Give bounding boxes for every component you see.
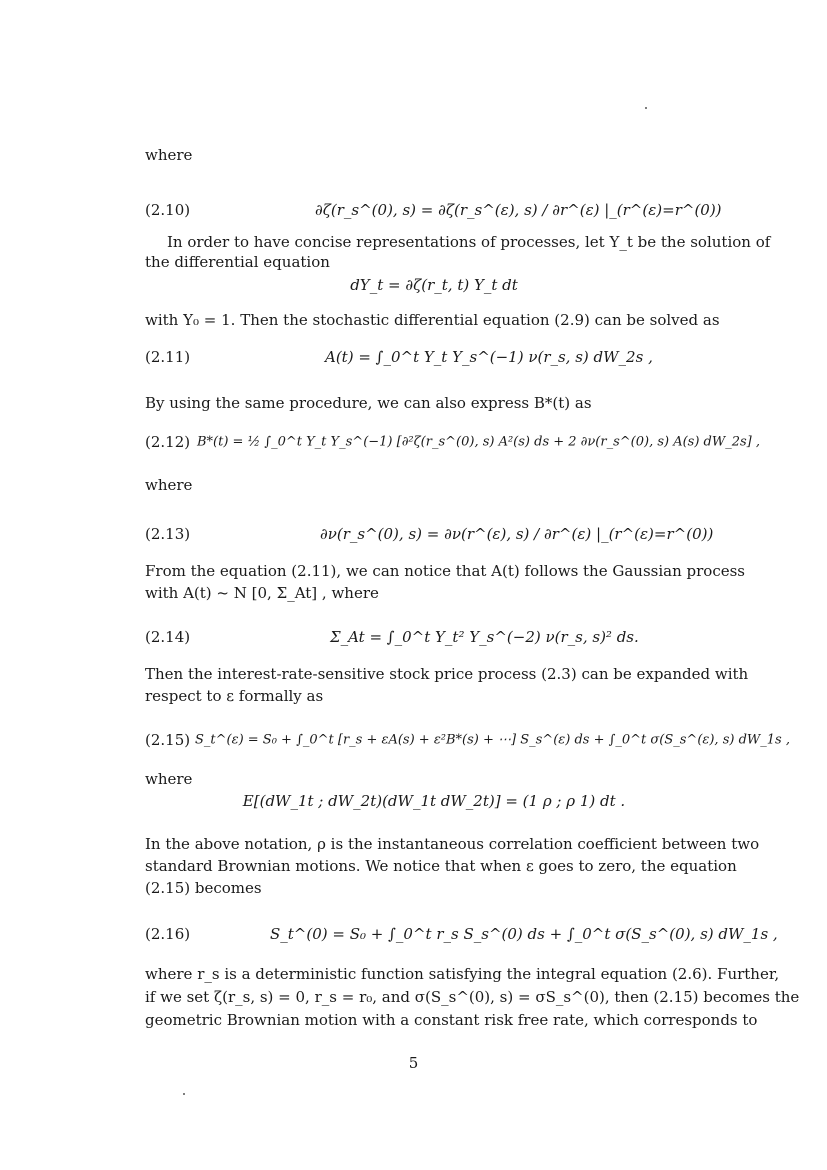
equation-2-13 bbox=[145, 512, 723, 556]
equation-body: S_t^(0) = S₀ + ∫_0^t r_s S_s^(0) ds + ∫_0^t σ(S_s^(0), s) dW_1s , bbox=[270, 925, 778, 943]
equation-body: B*(t) = ½ ∫_0^t Y_t Y_s^(−1) [∂²ζ(r_s^(0), s) A²(s) ds + 2 ∂ν(r_s^(0), s) A(s) dW_2s] , bbox=[197, 434, 761, 450]
paragraph-line: Then the interest-rate-sensitive stock price process (2.3) can be expanded with bbox=[145, 665, 749, 683]
paragraph-line: with A(t) ~ N [0, Σ_At] , where bbox=[145, 584, 379, 602]
equation-body: ∂ν(r_s^(0), s) = ∂ν(r^(ε), s) / ∂r^(ε) |_(r^(ε)=r^(0)) bbox=[320, 525, 714, 543]
paragraph-line: In the above notation, ρ is the instantaneous correlation coefficient between two bbox=[145, 835, 760, 853]
equation-2-15 bbox=[145, 718, 790, 762]
paragraph-line: (2.15) becomes bbox=[145, 879, 262, 897]
equation-body: Σ_At = ∫_0^t Y_t² Y_s^(−2) ν(r_s, s)² ds. bbox=[330, 628, 639, 646]
equation-number: (2.13) bbox=[145, 525, 191, 543]
paragraph-line: where r_s is a deterministic function satisfying the integral equation (2.6). Further, bbox=[145, 965, 780, 983]
paragraph-line: the differential equation bbox=[145, 253, 330, 271]
equation-2-16 bbox=[145, 912, 778, 956]
equation-number: (2.16) bbox=[145, 925, 191, 943]
page-number: 5 bbox=[408, 1054, 419, 1072]
paragraph-line: geometric Brownian motion with a constant risk free rate, which corresponds to bbox=[145, 1011, 758, 1029]
equation-body: S_t^(ε) = S₀ + ∫_0^t [r_s + εA(s) + ε²B*(s) + ⋯] S_s^(ε) ds + ∫_0^t σ(S_s^(ε), s) dW_1s , bbox=[195, 732, 790, 748]
equation-2-11 bbox=[145, 335, 723, 379]
paragraph-line: In order to have concise representations of processes, let Y_t be the solution of bbox=[167, 233, 771, 251]
equation-2-14 bbox=[145, 615, 723, 659]
equation-number: (2.14) bbox=[145, 628, 191, 646]
equation-number: (2.11) bbox=[145, 348, 191, 366]
equation-body: A(t) = ∫_0^t Y_t Y_s^(−1) ν(r_s, s) dW_2s , bbox=[325, 348, 653, 366]
equation-dY: dY_t = ∂ζ(r_t, t) Y_t dt bbox=[350, 276, 518, 294]
equation-correlation: E[(dW_1t ; dW_2t)(dW_1t dW_2t)] = (1 ρ ; ρ 1) dt . bbox=[242, 792, 626, 810]
paragraph-line: standard Brownian motions. We notice that when ε goes to zero, the equation bbox=[145, 857, 737, 875]
paragraph-line: if we set ζ(r_s, s) = 0, r_s = r₀, and σ(S_s^(0), s) = σS_s^(0), then (2.15) becomes the bbox=[145, 988, 800, 1006]
where-label-2: where bbox=[145, 476, 193, 494]
where-label-3: where bbox=[145, 770, 193, 788]
paragraph-line: respect to ε formally as bbox=[145, 687, 324, 705]
equation-body: ∂ζ(r_s^(0), s) = ∂ζ(r_s^(ε), s) / ∂r^(ε) |_(r^(ε)=r^(0)) bbox=[315, 201, 722, 219]
scan-speck bbox=[645, 107, 647, 109]
equation-2-12 bbox=[145, 420, 761, 464]
equation-number: (2.12) bbox=[145, 433, 191, 451]
equation-number: (2.15) bbox=[145, 731, 191, 749]
equation-2-10 bbox=[145, 188, 723, 232]
paragraph-line: By using the same procedure, we can also express B*(t) as bbox=[145, 394, 592, 412]
paragraph-line: From the equation (2.11), we can notice that A(t) follows the Gaussian process bbox=[145, 562, 745, 580]
where-label-1: where bbox=[145, 146, 193, 164]
scan-speck bbox=[183, 1093, 185, 1095]
paragraph-line: with Y₀ = 1. Then the stochastic differential equation (2.9) can be solved as bbox=[145, 311, 720, 329]
equation-number: (2.10) bbox=[145, 201, 191, 219]
